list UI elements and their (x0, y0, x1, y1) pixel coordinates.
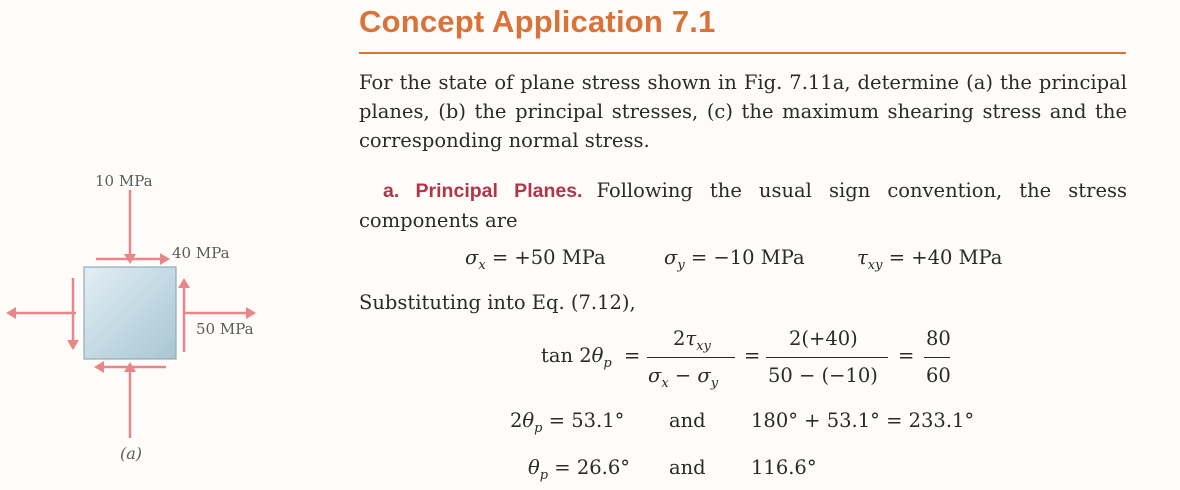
problem-statement: For the state of plane stress shown in Fig. 7.11a, determine (a) the principal planes, (b) the principal stresses, (c) the maximum shearing stress and the corresponding normal stress. (359, 71, 1127, 152)
fraction1-denominator: $\sigma_x - \sigma_y$ (648, 364, 719, 391)
fraction2-denominator: 50 − (−10) (768, 364, 878, 387)
equals-2: = (744, 344, 761, 367)
fraction2-bar (766, 357, 888, 358)
two-theta-rhs: 180° + 53.1° = 233.1° (751, 409, 975, 432)
fraction3-denominator: 60 (926, 364, 951, 387)
equals-3: = (898, 344, 915, 367)
label-50mpa: 50 MPa (196, 320, 254, 338)
figure-caption: (a) (120, 444, 143, 463)
equals-1: = (624, 344, 641, 367)
tan-lhs: $\tan 2\theta_p$ (541, 344, 612, 371)
stress-element-square (84, 267, 176, 359)
fraction2-numerator: 2(+40) (789, 327, 858, 350)
section-title: Concept Application 7.1 (359, 4, 716, 39)
theta-and: and (669, 456, 706, 479)
fraction3-numerator: 80 (926, 327, 951, 350)
fraction1-numerator: $2\tau_{xy}$ (673, 327, 711, 354)
substituting-text: Substituting into Eq. (7.12), (359, 291, 636, 314)
fraction1-bar (647, 357, 735, 358)
part-a-text: Following the usual sign convention, the stress components are (359, 179, 1128, 232)
theta-lhs: $\theta_p = 26.6^\circ$ (528, 456, 630, 483)
part-a-paragraph (359, 176, 1127, 235)
label-40mpa: 40 MPa (172, 244, 230, 262)
sigma-x-equation: $\sigma_x = +50$ MPa (465, 246, 606, 273)
sigma-y-equation: $\sigma_y = -10$ MPa (664, 246, 805, 273)
two-theta-lhs: $2\theta_p = 53.1^\circ$ (510, 409, 625, 436)
theta-rhs: 116.6° (751, 456, 817, 479)
title-rule (359, 52, 1126, 54)
label-10mpa: 10 MPa (95, 172, 153, 190)
stress-element-figure (0, 160, 300, 470)
fraction3-bar (924, 357, 950, 358)
tau-xy-equation: $\tau_{xy} = +40$ MPa (857, 246, 1003, 273)
part-a-heading: a. Principal Planes. (383, 180, 583, 202)
two-theta-and: and (669, 409, 706, 432)
